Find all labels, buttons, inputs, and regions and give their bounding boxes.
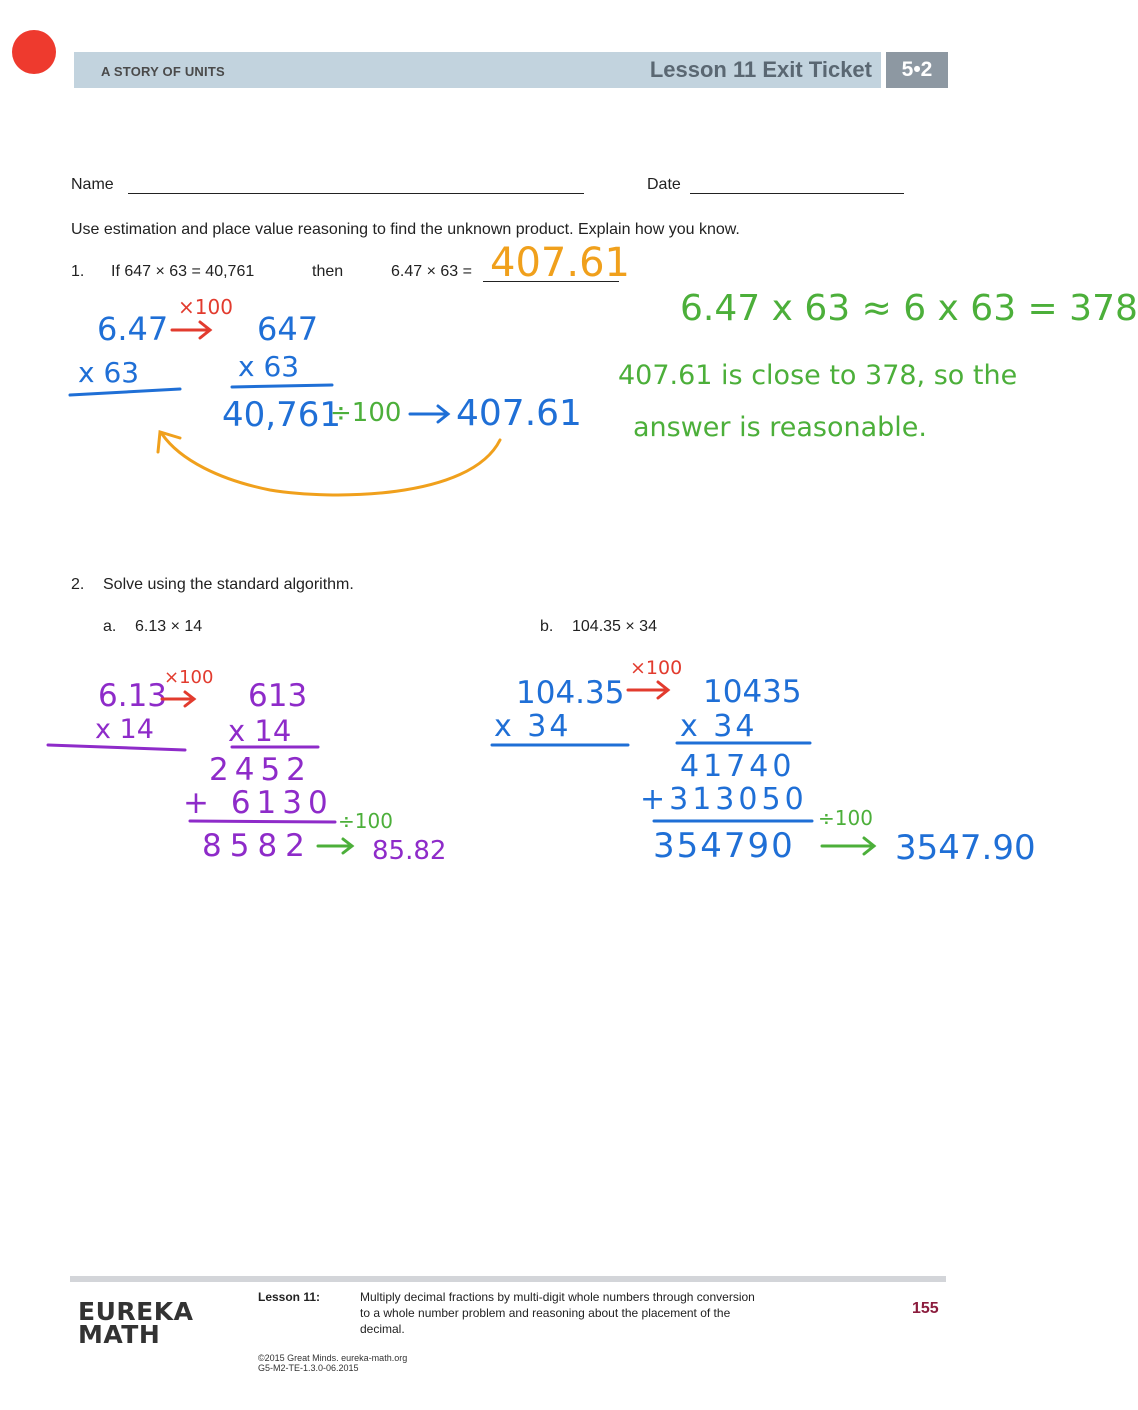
footer-rule (70, 1276, 946, 1282)
p2b-arrow-scale-up (628, 682, 668, 698)
problem2b-expr: 104.35 × 34 (572, 618, 657, 635)
name-label: Name (71, 176, 114, 193)
footer-lesson-label: Lesson 11: (258, 1290, 321, 1304)
p2a-arrow-scale-up (162, 692, 194, 706)
problem2b-label: b. (540, 618, 554, 635)
logo-line1: EUREKA (78, 1297, 194, 1326)
p2a-result: 85.82 (372, 836, 447, 866)
p1-curved-arrow (162, 434, 500, 495)
p2a-divide: ÷100 (338, 809, 393, 833)
p1-arrow-scale-up (172, 322, 210, 338)
p1-underline-right (232, 385, 332, 387)
p2a-factor-dec: 6.13 (98, 678, 168, 714)
p2a-sum: 8582 (202, 828, 313, 864)
p1-product-whole: 40,761 (222, 395, 341, 435)
problem1-answer: 407.61 (490, 240, 630, 286)
logo-line2: MATH (78, 1320, 161, 1349)
p1-arrow-divide (410, 406, 448, 422)
problem2-prompt: Solve using the standard algorithm. (103, 576, 354, 593)
p2a-partial2: + 6130 (183, 785, 334, 821)
problem1-then: then (312, 263, 344, 280)
p2b-arrow-divide (822, 838, 874, 854)
p1-estimate: 6.47 x 63 ≈ 6 x 63 = 378 (680, 288, 1138, 329)
problem2-number: 2. (71, 576, 85, 593)
grade-badge: 5•2 (886, 52, 948, 88)
footer-copyright (258, 1353, 407, 1373)
doc-code: G5-M2-TE-1.3.0-06.2015 (258, 1363, 359, 1373)
p1-explain-line1: 407.61 is close to 378, so the (618, 360, 1018, 391)
p2a-partial1: 2452 (209, 752, 312, 788)
p2a-underline-left (48, 745, 185, 750)
p2a-times-right: x 14 (228, 714, 292, 748)
p2a-sum-line (190, 821, 335, 822)
footer-lesson-desc: Multiply decimal fractions by multi-digit whole numbers through conversion to a whole number problem and reasoning about the placement of the decimal. (360, 1290, 755, 1336)
p2b-factor-whole: 10435 (703, 674, 802, 710)
p2a-scale-up: ×100 (164, 667, 214, 688)
p2b-sum: 354790 (653, 826, 795, 866)
page-number: 155 (912, 1300, 939, 1317)
problem1-given: If 647 × 63 = 40,761 (111, 263, 255, 280)
p1-divide: ÷100 (330, 398, 402, 428)
p1-times-right: x 63 (238, 350, 300, 383)
lesson-title: Lesson 11 Exit Ticket (649, 57, 872, 82)
p2b-times-right: x 34 (680, 709, 758, 744)
p2b-partial2: +313050 (640, 782, 808, 817)
p2b-times-left: x 34 (494, 709, 572, 744)
p1-explain-line2: answer is reasonable. (633, 412, 927, 443)
problem1-question: 6.47 × 63 = (391, 263, 472, 280)
problem2a-label: a. (103, 618, 117, 635)
eureka-math-logo (78, 1297, 194, 1349)
series-title: A STORY OF UNITS (101, 64, 225, 79)
p2b-partial1: 41740 (680, 749, 796, 784)
date-label: Date (647, 176, 681, 193)
p2a-arrow-divide (318, 839, 352, 853)
p2b-result: 3547.90 (895, 828, 1036, 868)
p2b-divide: ÷100 (818, 806, 873, 830)
copyright-text: ©2015 Great Minds. eureka-math.org (258, 1353, 408, 1363)
problem2a-expr: 6.13 × 14 (135, 618, 203, 635)
p2a-factor-whole: 613 (248, 678, 308, 714)
p1-scale-up: ×100 (178, 295, 233, 319)
p1-factor-dec: 6.47 (97, 310, 169, 348)
p2b-factor-dec: 104.35 (516, 675, 625, 711)
p1-factor-whole: 647 (257, 310, 319, 348)
p2b-scale-up: ×100 (630, 657, 683, 679)
problem1-number: 1. (71, 263, 85, 280)
p1-underline-left (70, 389, 180, 395)
p2a-times-left: x 14 (95, 714, 154, 745)
p1-product-dec: 407.61 (456, 393, 582, 434)
p1-times-left: x 63 (78, 356, 140, 389)
instructions: Use estimation and place value reasoning to find the unknown product. Explain how you know. (71, 221, 740, 238)
